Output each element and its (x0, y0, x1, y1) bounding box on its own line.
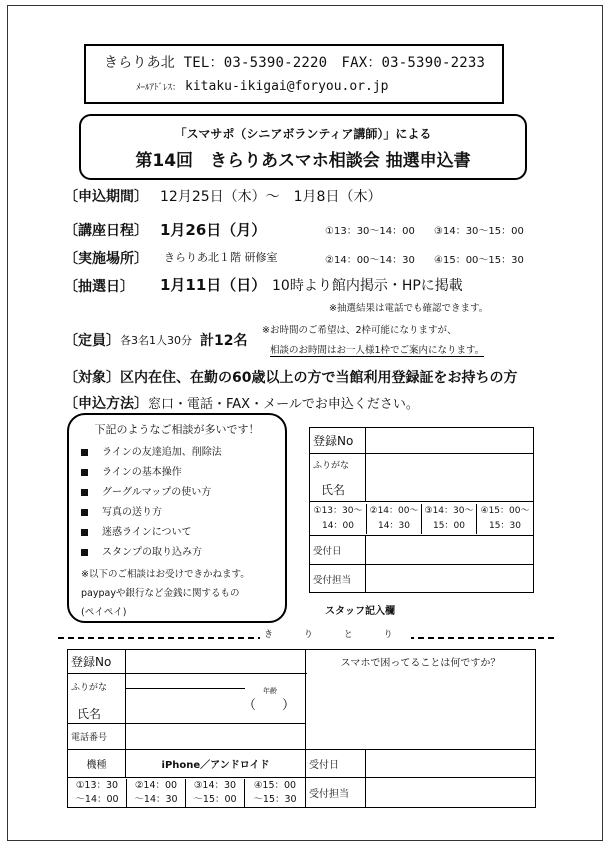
form-slots (68, 778, 306, 808)
staff-incharge-field[interactable] (366, 565, 534, 593)
model-field[interactable]: iPhone／アンドロイド (126, 750, 306, 778)
lottery-note: ※抽選結果は電話でも確認できます。 (329, 303, 489, 314)
slot-1: ①13：30～14：00 (325, 226, 415, 237)
bullet-square-icon (81, 469, 88, 476)
capacity-total: 計12名 (200, 333, 248, 349)
reg-field[interactable] (126, 650, 306, 674)
application-form (67, 649, 536, 808)
examples-heading: 下記のようなご相談が多いです！ (94, 423, 260, 436)
list-item: グーグルマップの使い方 (81, 483, 222, 503)
slot-2: ②14：00～14：30 (325, 255, 415, 266)
contact-box (84, 44, 504, 104)
list-item: スタンプの取り込み方 (81, 543, 222, 563)
date-value: 1月26日（月） (160, 221, 267, 239)
staff-name-label: ふりがな 氏名 (310, 454, 366, 502)
slot-4: ④15：00～15：30 (434, 255, 524, 266)
title-main: 第14回 きらりあスマホ相談会 抽選申込書 (135, 151, 471, 171)
question-box[interactable] (306, 650, 536, 750)
phone-label: 電話番号 (68, 724, 126, 750)
period-label: 〔申込期間〕 (64, 189, 148, 205)
staff-caption: スタッフ記入欄 (325, 606, 395, 617)
question-label: スマホで困ってることは何ですか？ (340, 658, 501, 669)
mail-line (136, 79, 389, 94)
bullet-square-icon (81, 529, 88, 536)
age-field[interactable]: （ ） (242, 698, 295, 713)
mail-label: ﾒｰﾙｱﾄﾞﾚｽ： (136, 83, 182, 93)
staff-reg-label: 登録No (310, 428, 366, 454)
phone-field[interactable] (126, 724, 306, 750)
list-item: 迷惑ラインについて (81, 523, 222, 543)
title-box (79, 114, 527, 180)
staff-received-label: 受付日 (310, 536, 366, 565)
bullet-square-icon (81, 549, 88, 556)
staff-incharge-label: 受付担当 (310, 565, 366, 593)
capacity-label: 〔定員〕 (64, 333, 120, 349)
title-sub: 「スマサポ（シニアボランティア講師）」による (174, 127, 432, 141)
list-item: ラインの友達追加、削除法 (81, 443, 222, 463)
bullet-square-icon (81, 509, 88, 516)
incharge-field[interactable] (366, 778, 536, 808)
form-slot-3[interactable]: ③14：30 ～15：00 (186, 779, 245, 807)
received-label: 受付日 (306, 750, 366, 778)
consult-examples-box (67, 413, 287, 623)
lottery-label: 〔抽選日〕 (64, 279, 134, 295)
list-item: ラインの基本操作 (81, 463, 222, 483)
model-label: 機種 (68, 750, 126, 778)
form-slot-2[interactable]: ②14：00 ～14：30 (127, 779, 186, 807)
date-label: 〔講座日程〕 (64, 223, 148, 239)
slot-3: ③14：30～15：00 (434, 226, 524, 237)
target-line: 〔対象〕区内在住、在勤の60歳以上の方で当館利用登録証をお持ちの方 (64, 370, 518, 386)
place-value: きらりあ北１階 研修室 (164, 251, 278, 264)
name-label: ふりがな 氏名 (68, 674, 126, 724)
name-field[interactable] (126, 674, 306, 724)
examples-list (81, 443, 222, 563)
period-value: 12月25日（木）～ 1月8日（木） (160, 189, 382, 205)
received-field[interactable] (366, 750, 536, 778)
form-slot-1[interactable]: ①13：30 ～14：00 (68, 779, 127, 807)
staff-slots (310, 502, 534, 536)
method-label: 〔申込方法〕 (64, 396, 148, 412)
staff-name-field[interactable] (366, 454, 534, 502)
staff-reg-field[interactable] (366, 428, 534, 454)
time-note-1: ※お時間のご希望は、2枠可能になりますが、 (262, 325, 457, 336)
bullet-square-icon (81, 449, 88, 456)
place-label: 〔実施場所〕 (64, 251, 148, 267)
time-note-2: 相談のお時間はお一人様1枠でご案内になります。 (270, 342, 484, 357)
lottery-date: 1月11日（日） (160, 276, 267, 294)
exclusion-note: ※以下のご相談はお受けできかねます。 paypayや銀行など金銭に関するもの (ペイペイ) (81, 569, 250, 618)
staff-received-field[interactable] (366, 536, 534, 565)
mail-address: kitaku-ikigai@foryou.or.jp (185, 79, 389, 94)
incharge-label: 受付担当 (306, 778, 366, 808)
age-label: 年齢 (263, 687, 277, 695)
capacity-value: 各3名1人30分 (120, 334, 192, 347)
cut-label: き り と り (260, 627, 411, 640)
method-value: 窓口・電話・FAX・メールでお申込ください。 (148, 397, 419, 412)
tel-fax-line: きらりあ北 TEL：03-5390-2220 FAX：03-5390-2233 (104, 55, 486, 71)
reg-label: 登録No (68, 650, 126, 674)
staff-slot-2[interactable]: ②14：00～ 14：30 (367, 504, 422, 534)
bullet-square-icon (81, 489, 88, 496)
staff-slot-1[interactable]: ①13：30～ 14：00 (310, 504, 367, 534)
form-slot-4[interactable]: ④15：00 ～15：30 (253, 779, 297, 805)
lottery-announce: 10時より館内掲示・HPに掲載 (272, 278, 463, 294)
staff-slot-4[interactable]: ④15：00～ 15：30 (480, 505, 530, 531)
staff-slot-3[interactable]: ③14：30～ 15：00 (422, 504, 477, 534)
list-item: 写真の送り方 (81, 503, 222, 523)
staff-table (309, 427, 534, 593)
